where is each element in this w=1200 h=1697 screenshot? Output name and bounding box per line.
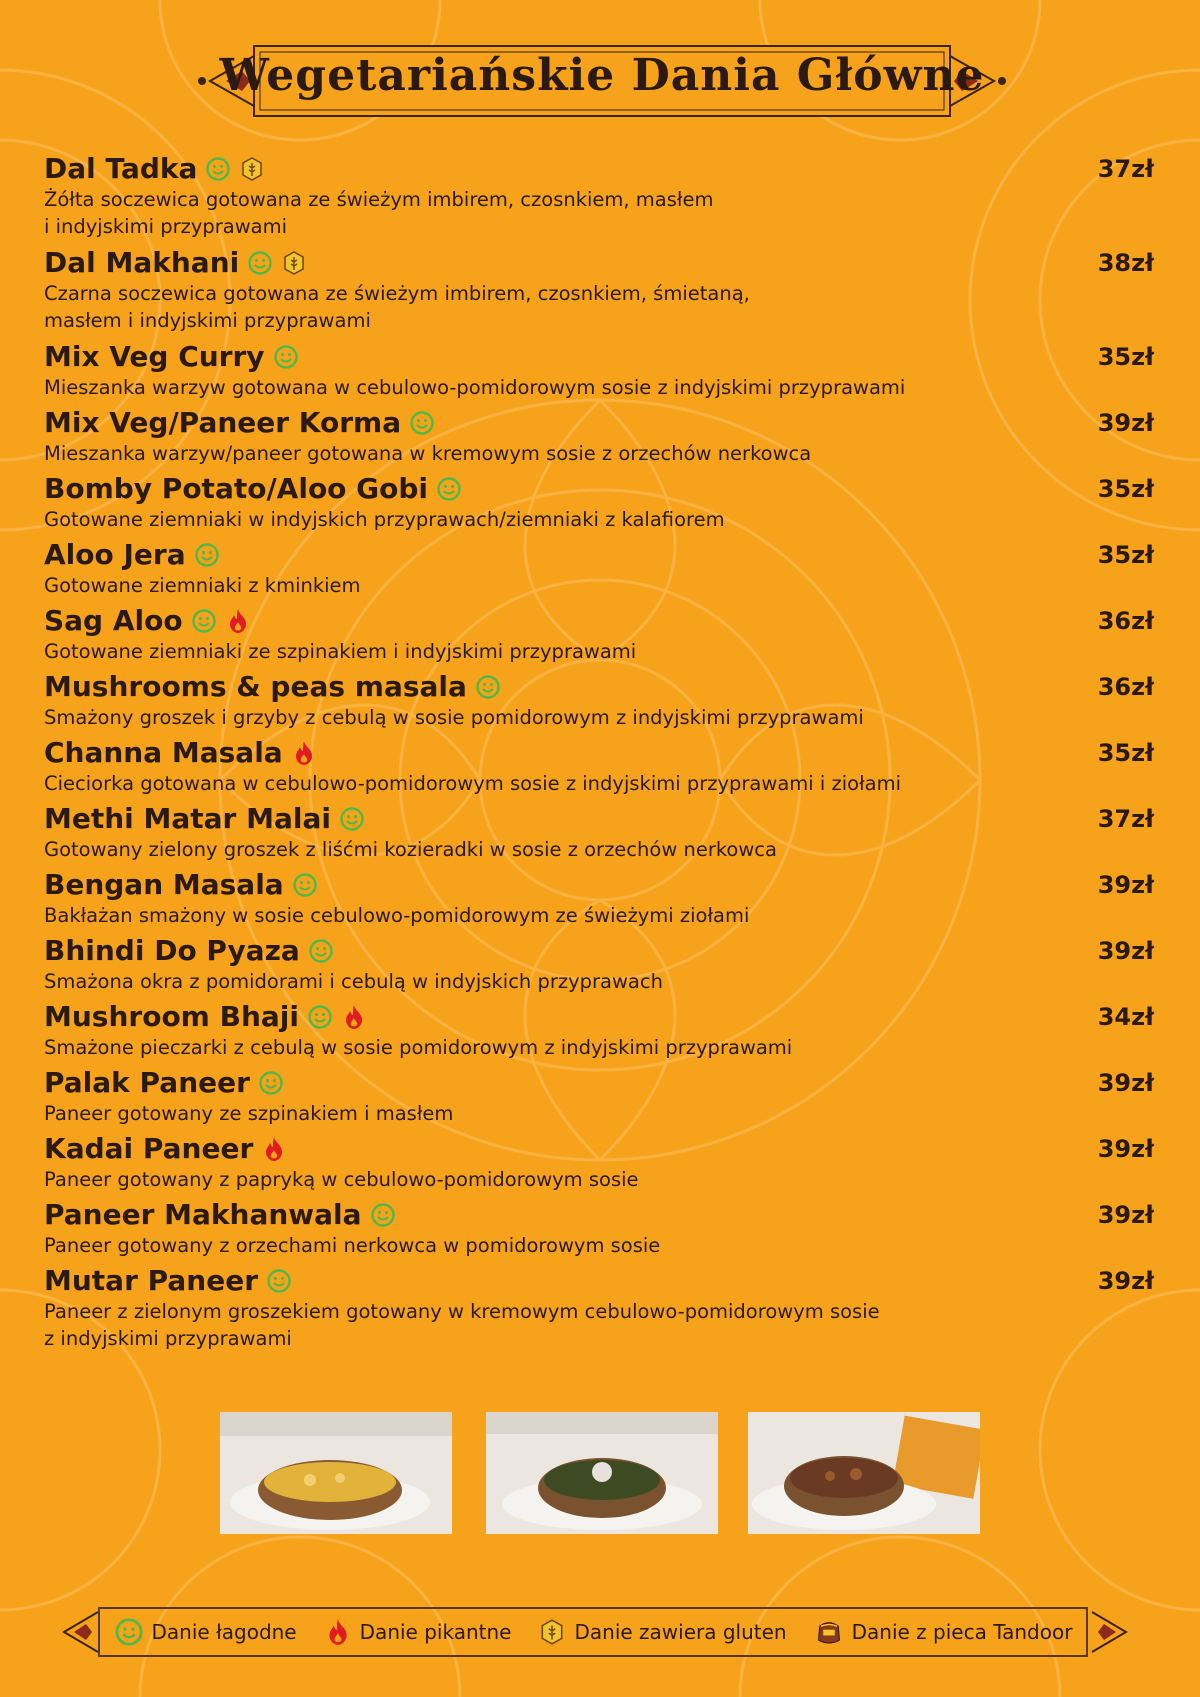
menu-item (44, 1066, 1154, 1132)
item-description: Gotowany zielony groszek z liśćmi kozieradki w sosie z orzechów nerkowca (44, 838, 777, 861)
menu-item (44, 246, 1154, 340)
flame-icon (324, 1616, 352, 1648)
food-photo (220, 1412, 452, 1534)
flame-icon (261, 1136, 287, 1162)
menu-item (44, 340, 1154, 406)
menu-item (44, 152, 1154, 246)
smiley-icon (247, 250, 273, 276)
item-price: 37zł (1097, 805, 1154, 833)
item-name: Bhindi Do Pyaza (44, 934, 300, 967)
item-name: Mushroom Bhaji (44, 1000, 299, 1033)
item-description: Mieszanka warzyw/paneer gotowana w kremowym sosie z orzechów nerkowca (44, 442, 812, 465)
food-photo (486, 1412, 718, 1534)
smiley-icon (273, 344, 299, 370)
item-name: Paneer Makhanwala (44, 1198, 362, 1231)
menu-item (44, 604, 1154, 670)
item-price: 35zł (1097, 739, 1154, 767)
smiley-icon (308, 938, 334, 964)
page-title: Wegetariańskie Dania Główne (219, 50, 985, 101)
item-name: Dal Tadka (44, 152, 198, 185)
smiley-icon (409, 410, 435, 436)
item-price: 35zł (1097, 475, 1154, 503)
item-price: 36zł (1097, 607, 1154, 635)
item-price: 39zł (1097, 1201, 1154, 1229)
item-description: Smażony groszek i grzyby z cebulą w sosie pomidorowym z indyjskimi przyprawami (44, 706, 864, 729)
menu-list (44, 152, 1154, 1358)
item-description: Mieszanka warzyw gotowana w cebulowo-pomidorowym sosie z indyjskimi przyprawami (44, 376, 906, 399)
wheat-icon (239, 156, 265, 182)
item-name: Mix Veg Curry (44, 340, 265, 373)
menu-item (44, 472, 1154, 538)
legend-label: Danie z pieca Tandoor (851, 1620, 1073, 1644)
flame-icon (291, 740, 317, 766)
menu-item (44, 670, 1154, 736)
item-name: Methi Matar Malai (44, 802, 331, 835)
item-name: Dal Makhani (44, 246, 240, 279)
menu-item (44, 868, 1154, 934)
menu-item (44, 406, 1154, 472)
smiley-icon (258, 1070, 284, 1096)
item-price: 39zł (1097, 1069, 1154, 1097)
item-price: 36zł (1097, 673, 1154, 701)
menu-item (44, 934, 1154, 1000)
item-description: Cieciorka gotowana w cebulowo-pomidorowym sosie z indyjskimi przyprawami i ziołami (44, 772, 901, 795)
food-photo (748, 1412, 980, 1534)
dish-image (486, 1412, 718, 1534)
wheat-icon (281, 250, 307, 276)
smiley-icon (436, 476, 462, 502)
item-name: Mutar Paneer (44, 1264, 259, 1297)
title-banner (192, 42, 1012, 120)
item-name: Kadai Paneer (44, 1132, 254, 1165)
item-name: Aloo Jera (44, 538, 186, 571)
item-price: 38zł (1097, 249, 1154, 277)
item-description: Smażone pieczarki z cebulą w sosie pomidorowym z indyjskimi przyprawami (44, 1036, 793, 1059)
legend-item-tandoor (814, 1617, 1073, 1647)
item-price: 35zł (1097, 343, 1154, 371)
legend-item-mild (114, 1617, 297, 1647)
item-price: 37zł (1097, 155, 1154, 183)
menu-item (44, 1000, 1154, 1066)
flame-icon (225, 608, 251, 634)
menu-item (44, 538, 1154, 604)
legend (98, 1607, 1088, 1657)
item-description: Bakłażan smażony w sosie cebulowo-pomidorowym ze świeżymi ziołami (44, 904, 750, 927)
dish-image (220, 1412, 452, 1534)
smiley-icon (114, 1617, 144, 1647)
item-price: 39zł (1097, 1135, 1154, 1163)
item-price: 39zł (1097, 937, 1154, 965)
item-name: Channa Masala (44, 736, 283, 769)
item-description: Czarna soczewica gotowana ze świeżym imbirem, czosnkiem, śmietaną, masłem i indyjskimi przyprawami (44, 282, 750, 332)
menu-item (44, 1264, 1154, 1358)
item-price: 39zł (1097, 1267, 1154, 1295)
menu-item (44, 1198, 1154, 1264)
item-description: Gotowane ziemniaki ze szpinakiem i indyjskimi przyprawami (44, 640, 637, 663)
menu-item (44, 802, 1154, 868)
item-name: Mushrooms & peas masala (44, 670, 467, 703)
dish-image (748, 1412, 980, 1534)
item-name: Bomby Potato/Aloo Gobi (44, 472, 429, 505)
smiley-icon (191, 608, 217, 634)
item-price: 34zł (1097, 1003, 1154, 1031)
smiley-icon (339, 806, 365, 832)
item-description: Paneer gotowany ze szpinakiem i masłem (44, 1102, 454, 1125)
item-name: Bengan Masala (44, 868, 284, 901)
smiley-icon (194, 542, 220, 568)
smiley-icon (266, 1268, 292, 1294)
tandoor-oven-icon (814, 1617, 844, 1647)
legend-label: Danie pikantne (359, 1620, 512, 1644)
item-name: Mix Veg/Paneer Korma (44, 406, 402, 439)
legend-right-ornament (1090, 1608, 1130, 1656)
item-name: Palak Paneer (44, 1066, 250, 1099)
legend-left-ornament (60, 1608, 100, 1656)
smiley-icon (307, 1004, 333, 1030)
item-description: Smażona okra z pomidorami i cebulą w indyjskich przyprawach (44, 970, 663, 993)
legend-label: Danie łagodne (151, 1620, 297, 1644)
smiley-icon (205, 156, 231, 182)
menu-item (44, 736, 1154, 802)
item-description: Gotowane ziemniaki w indyjskich przyprawach/ziemniaki z kalafiorem (44, 508, 725, 531)
menu-item (44, 1132, 1154, 1198)
smiley-icon (292, 872, 318, 898)
item-price: 39zł (1097, 871, 1154, 899)
item-price: 35zł (1097, 541, 1154, 569)
item-description: Gotowane ziemniaki z kminkiem (44, 574, 361, 597)
item-description: Żółta soczewica gotowana ze świeżym imbirem, czosnkiem, masłem i indyjskimi przyprawami (44, 188, 714, 238)
wheat-icon (538, 1617, 566, 1647)
item-description: Paneer z zielonym groszekiem gotowany w kremowym cebulowo-pomidorowym sosie z indyjskimi przyprawami (44, 1300, 880, 1350)
smiley-icon (475, 674, 501, 700)
legend-item-spicy (324, 1616, 512, 1648)
legend-item-gluten (538, 1617, 786, 1647)
flame-icon (341, 1004, 367, 1030)
smiley-icon (370, 1202, 396, 1228)
item-price: 39zł (1097, 409, 1154, 437)
item-name: Sag Aloo (44, 604, 183, 637)
legend-label: Danie zawiera gluten (574, 1620, 787, 1644)
item-description: Paneer gotowany z orzechami nerkowca w pomidorowym sosie (44, 1234, 661, 1257)
item-description: Paneer gotowany z papryką w cebulowo-pomidorowym sosie (44, 1168, 639, 1191)
food-photos (220, 1412, 980, 1534)
